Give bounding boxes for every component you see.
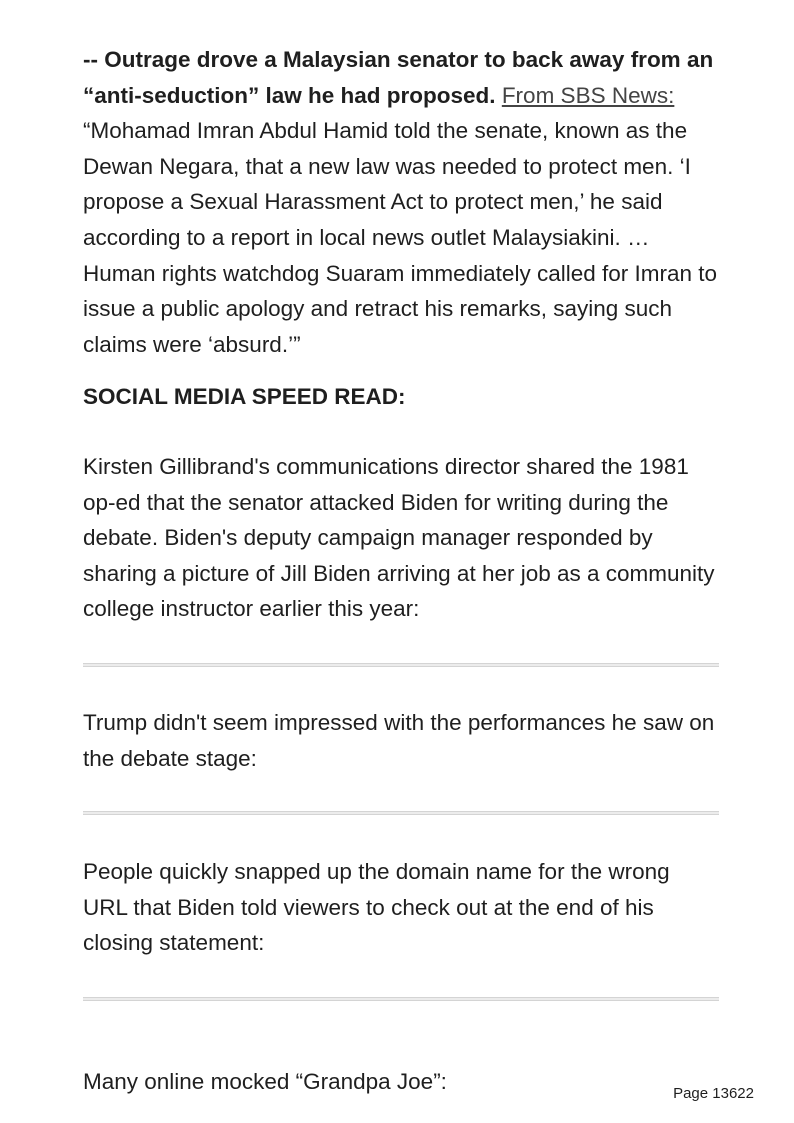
- embed-divider: [83, 663, 719, 667]
- page-number: Page 13622: [673, 1085, 754, 1102]
- news-lead: -- Outrage drove a Malaysian senator to back away from an “anti-seduction” law he had proposed.: [83, 47, 714, 108]
- paragraph-domain: People quickly snapped up the domain name for the wrong URL that Biden told viewers to check out at the end of his closing statement:: [83, 859, 670, 956]
- embed-divider: [83, 997, 719, 1001]
- paragraph-gillibrand: Kirsten Gillibrand's communications director shared the 1981 op-ed that the senator attacked Biden for writing during the debate. Biden's deputy campaign manager responded by sharing a picture of Jill Biden arriving at her job as a community college instructor earlier this year:: [83, 453, 715, 622]
- section-heading: SOCIAL MEDIA SPEED READ:: [83, 384, 406, 410]
- paragraph-trump: Trump didn't seem impressed with the performances he saw on the debate stage:: [83, 709, 715, 771]
- cutoff-line-container: [83, 1064, 719, 1094]
- embed-divider: [83, 811, 719, 815]
- news-item: [83, 42, 719, 362]
- news-quote: “Mohamad Imran Abdul Hamid told the senate, known as the Dewan Negara, that a new law was needed to protect men. ‘I propose a Sexual Harassment Act to protect men,’ he said according to a report in local news outlet Malaysiakini. … Human rights watchdog Suaram immediately called for Imran to issue a public apology and retract his remarks, saying such claims were ‘absurd.’”: [83, 118, 718, 357]
- paragraph-cutoff: Many online mocked “Grandpa Joe”:: [83, 1069, 447, 1094]
- article-body: [83, 42, 719, 1001]
- source-link[interactable]: From SBS News:: [501, 82, 675, 108]
